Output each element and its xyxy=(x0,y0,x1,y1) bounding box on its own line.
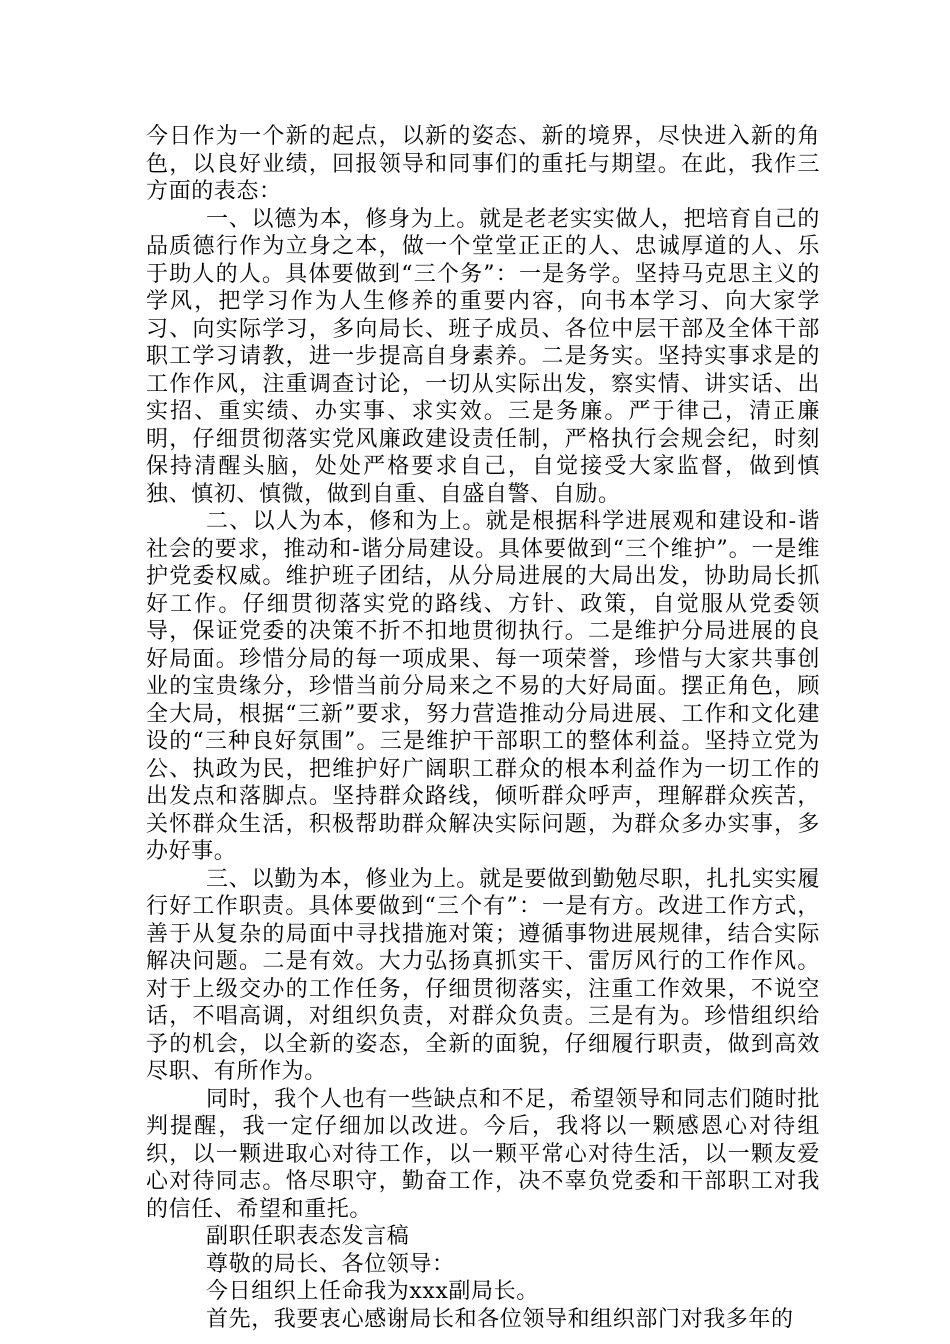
paragraph-diligence: 三、以勤为本，修业为上。就是要做到勤勉尽职，扎扎实实履行好工作职责。具体要做到“三个有”：一是有方。改进工作方式，善于从复杂的局面中寻找措施对策；遵循事物进展规律，结合实际解决问题。二是有效。大力弘扬真抓实干、雷厉风行的工作作风。对于上级交办的工作任务，仔细贯彻落实，注重工作效果，不说空话，不唱高调，对组织负责，对群众负责。三是有为。珍惜组织给予的机会，以全新的姿态，全新的面貌，仔细履行职责，做到高效尽职、有所作为。 xyxy=(146,866,820,1084)
paragraph-people: 二、以人为本，修和为上。就是根据科学进展观和建设和-谐社会的要求，推动和-谐分局建设。具体要做到“三个维护”。一是维护党委权威。维护班子团结，从分局进展的大局出发，协助局长抓好工作。仔细贯彻落实党的路线、方针、政策，自觉服从党委领导，保证党委的决策不折不扣地贯彻执行。二是维护分局进展的良好局面。珍惜分局的每一项成果、每一项荣誉，珍惜与大家共事创业的宝贵缘分，珍惜当前分局来之不易的大好局面。摆正角色，顾全大局，根据“三新”要求，努力营造推动分局进展、工作和文化建设的“三种良好氛围”。三是维护干部职工的整体利益。坚持立党为公、执政为民，把维护好广阔职工群众的根本利益作为一切工作的出发点和落脚点。坚持群众路线，倾听群众呼声，理解群众疾苦，关怀群众生活，积极帮助群众解决实际问题，为群众多办实事，多办好事。 xyxy=(146,509,820,864)
speech-title: 副职任职表态发言稿 xyxy=(206,1224,410,1249)
document-body xyxy=(146,123,820,1333)
intro-paragraph: 今日作为一个新的起点，以新的姿态、新的境界，尽快进入新的角色，以良好业绩，回报领导和同事们的重托与期望。在此，我作三方面的表态： xyxy=(146,124,820,204)
paragraph-shortcomings: 同时，我个人也有一些缺点和不足，希望领导和同志们随时批判提醒，我一定仔细加以改进。今后，我将以一颗感恩心对待组织，以一颗进取心对待工作，以一颗平常心对待生活，以一颗友爱心对待同志。恪尽职守，勤奋工作，决不辜负党委和干部职工对我的信任、希望和重托。 xyxy=(146,1086,820,1222)
paragraph-virtue: 一、以德为本，修身为上。就是老老实实做人，把培育自己的品质德行作为立身之本，做一个堂堂正正的人、忠诚厚道的人、乐于助人的人。具体要做到“三个务”：一是务学。坚持马克思主义的学风，把学习作为人生修养的重要内容，向书本学习、向大家学习、向实际学习，多向局长、班子成员、各位中层干部及全体干部职工学习请教，进一步提高自身素养。二是务实。坚持实事求是的工作作风，注重调查讨论，一切从实际出发，察实情、讲实话、出实招、重实绩、办实事、求实效。三是务廉。严于律己，清正廉明，仔细贯彻落实党风廉政建设责任制，严格执行会规会纪，时刻保持清醒头脑，处处严格要求自己，自觉接受大家监督，做到慎独、慎初、慎微，做到自重、自盛自警、自励。 xyxy=(146,206,820,507)
appointment-line: 今日组织上任命我为xxx副局长。 xyxy=(206,1279,539,1304)
salutation: 尊敬的局长、各位领导： xyxy=(206,1251,455,1277)
gratitude-line: 首先，我要衷心感谢局长和各位领导和组织部门对我多年的 xyxy=(206,1306,794,1332)
